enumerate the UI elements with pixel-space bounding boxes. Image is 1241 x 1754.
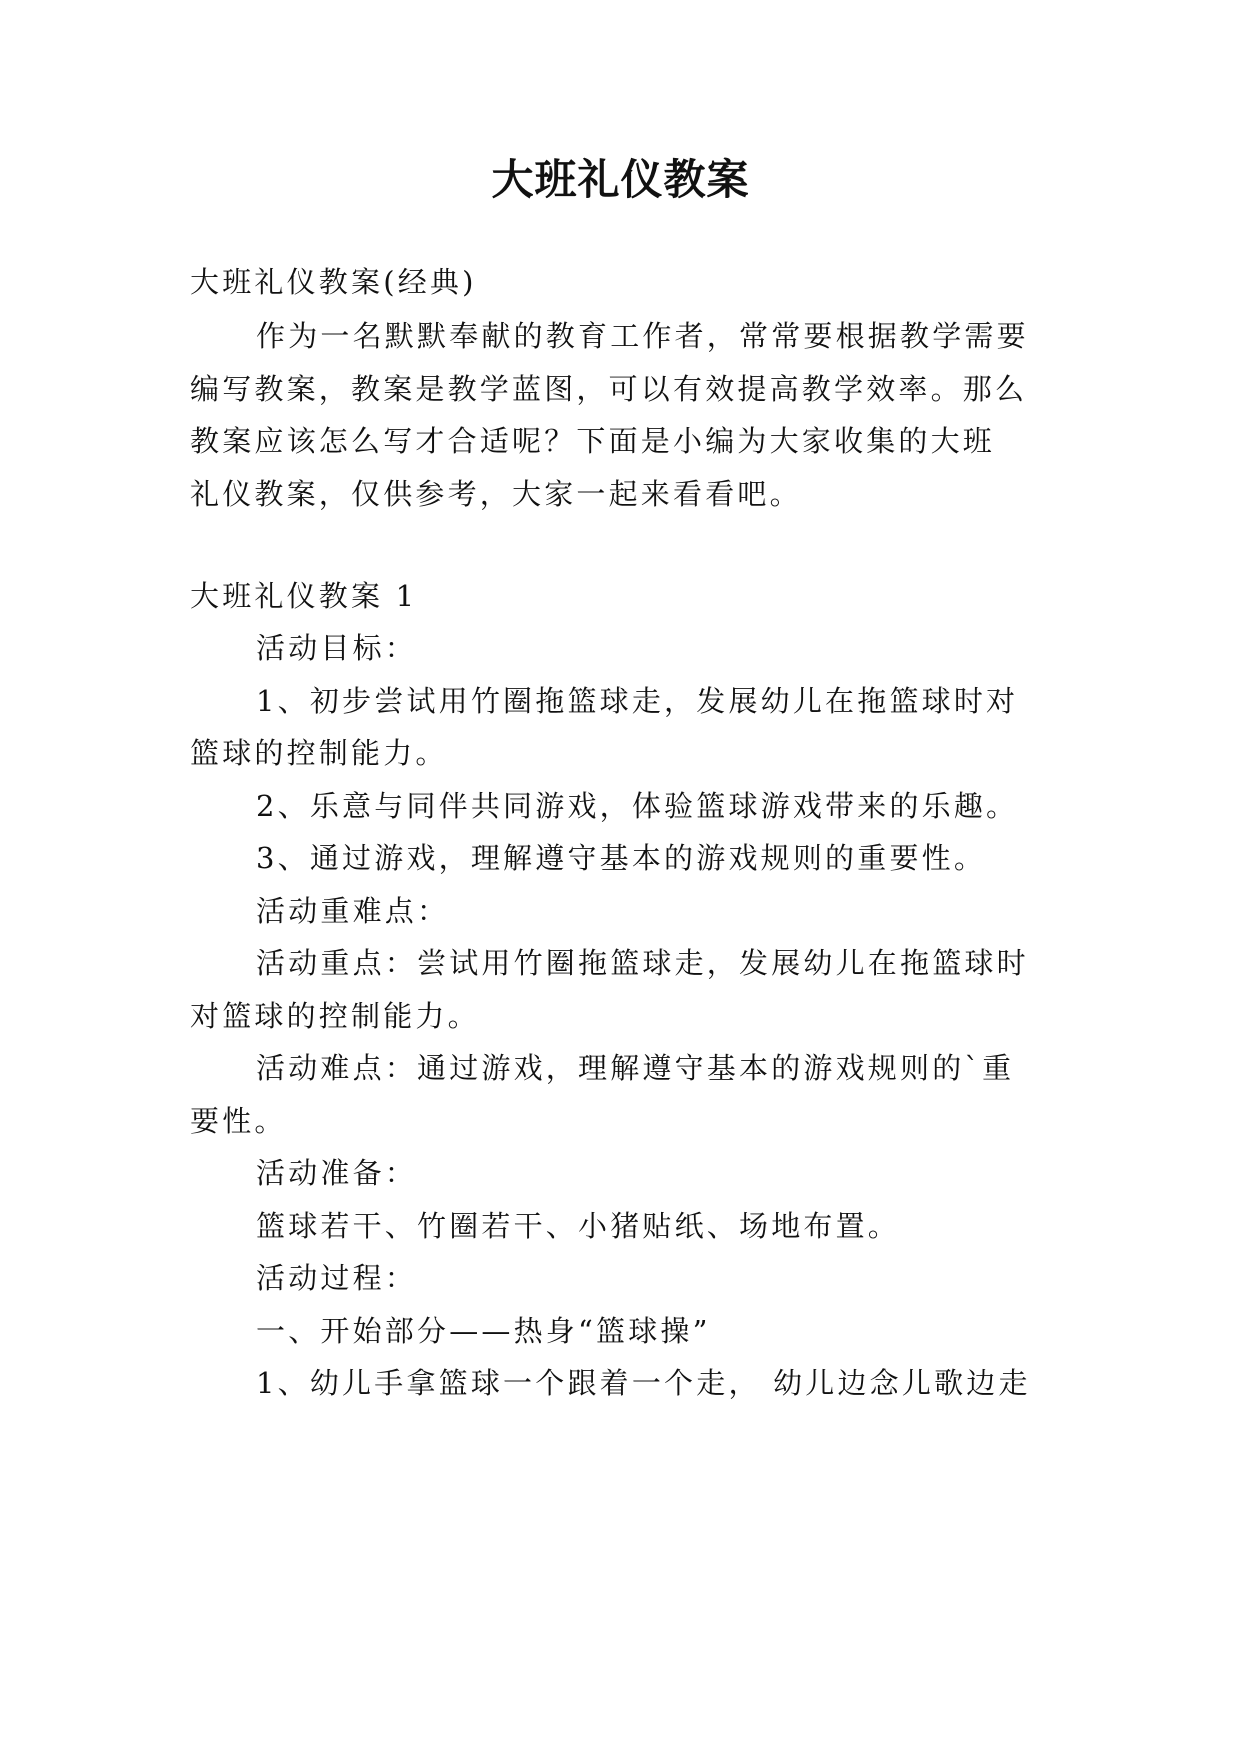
paragraph-line: 教案应该怎么写才合适呢？下面是小编为大家收集的大班 (190, 424, 996, 458)
paragraph-line: 活动目标： (256, 631, 418, 665)
paragraph-line: 3、通过游戏，理解遵守基本的游戏规则的重要性。 (256, 841, 987, 875)
paragraph-line: 作为一名默默奉献的教育工作者，常常要根据教学需要 (256, 319, 1029, 353)
paragraph-line: 活动准备： (256, 1156, 418, 1190)
paragraph-line: 活动重点：尝试用竹圈拖篮球走，发展幼儿在拖篮球时 (256, 946, 1029, 980)
paragraph-line: 1、初步尝试用竹圈拖篮球走，发展幼儿在拖篮球时对 (256, 684, 1019, 718)
paragraph-line: 篮球若干、竹圈若干、小猪贴纸、场地布置。 (256, 1209, 901, 1243)
paragraph-line: 礼仪教案，仅供参考，大家一起来看看吧。 (190, 477, 802, 511)
paragraph-line: 对篮球的控制能力。 (190, 999, 480, 1033)
paragraph-line: 活动难点：通过游戏，理解遵守基本的游戏规则的`重 (256, 1051, 1015, 1085)
paragraph-line: 篮球的控制能力。 (190, 736, 448, 770)
paragraph-line: 2、乐意与同伴共同游戏，体验篮球游戏带来的乐趣。 (256, 789, 1019, 823)
paragraph-line: 1、幼儿手拿篮球一个跟着一个走， 幼儿边念儿歌边走 (256, 1366, 1031, 1400)
paragraph-line: 要性。 (190, 1104, 287, 1138)
subtitle-line: 大班礼仪教案(经典) (190, 265, 477, 299)
document-title: 大班礼仪教案 (491, 155, 750, 204)
paragraph-line: 活动重难点： (256, 894, 450, 928)
section-heading: 大班礼仪教案 1 (190, 579, 418, 613)
paragraph-line: 编写教案，教案是教学蓝图，可以有效提高教学效率。那么 (190, 372, 1028, 406)
paragraph-line: 一、开始部分——热身“篮球操” (256, 1314, 711, 1348)
paragraph-line: 活动过程： (256, 1261, 418, 1295)
